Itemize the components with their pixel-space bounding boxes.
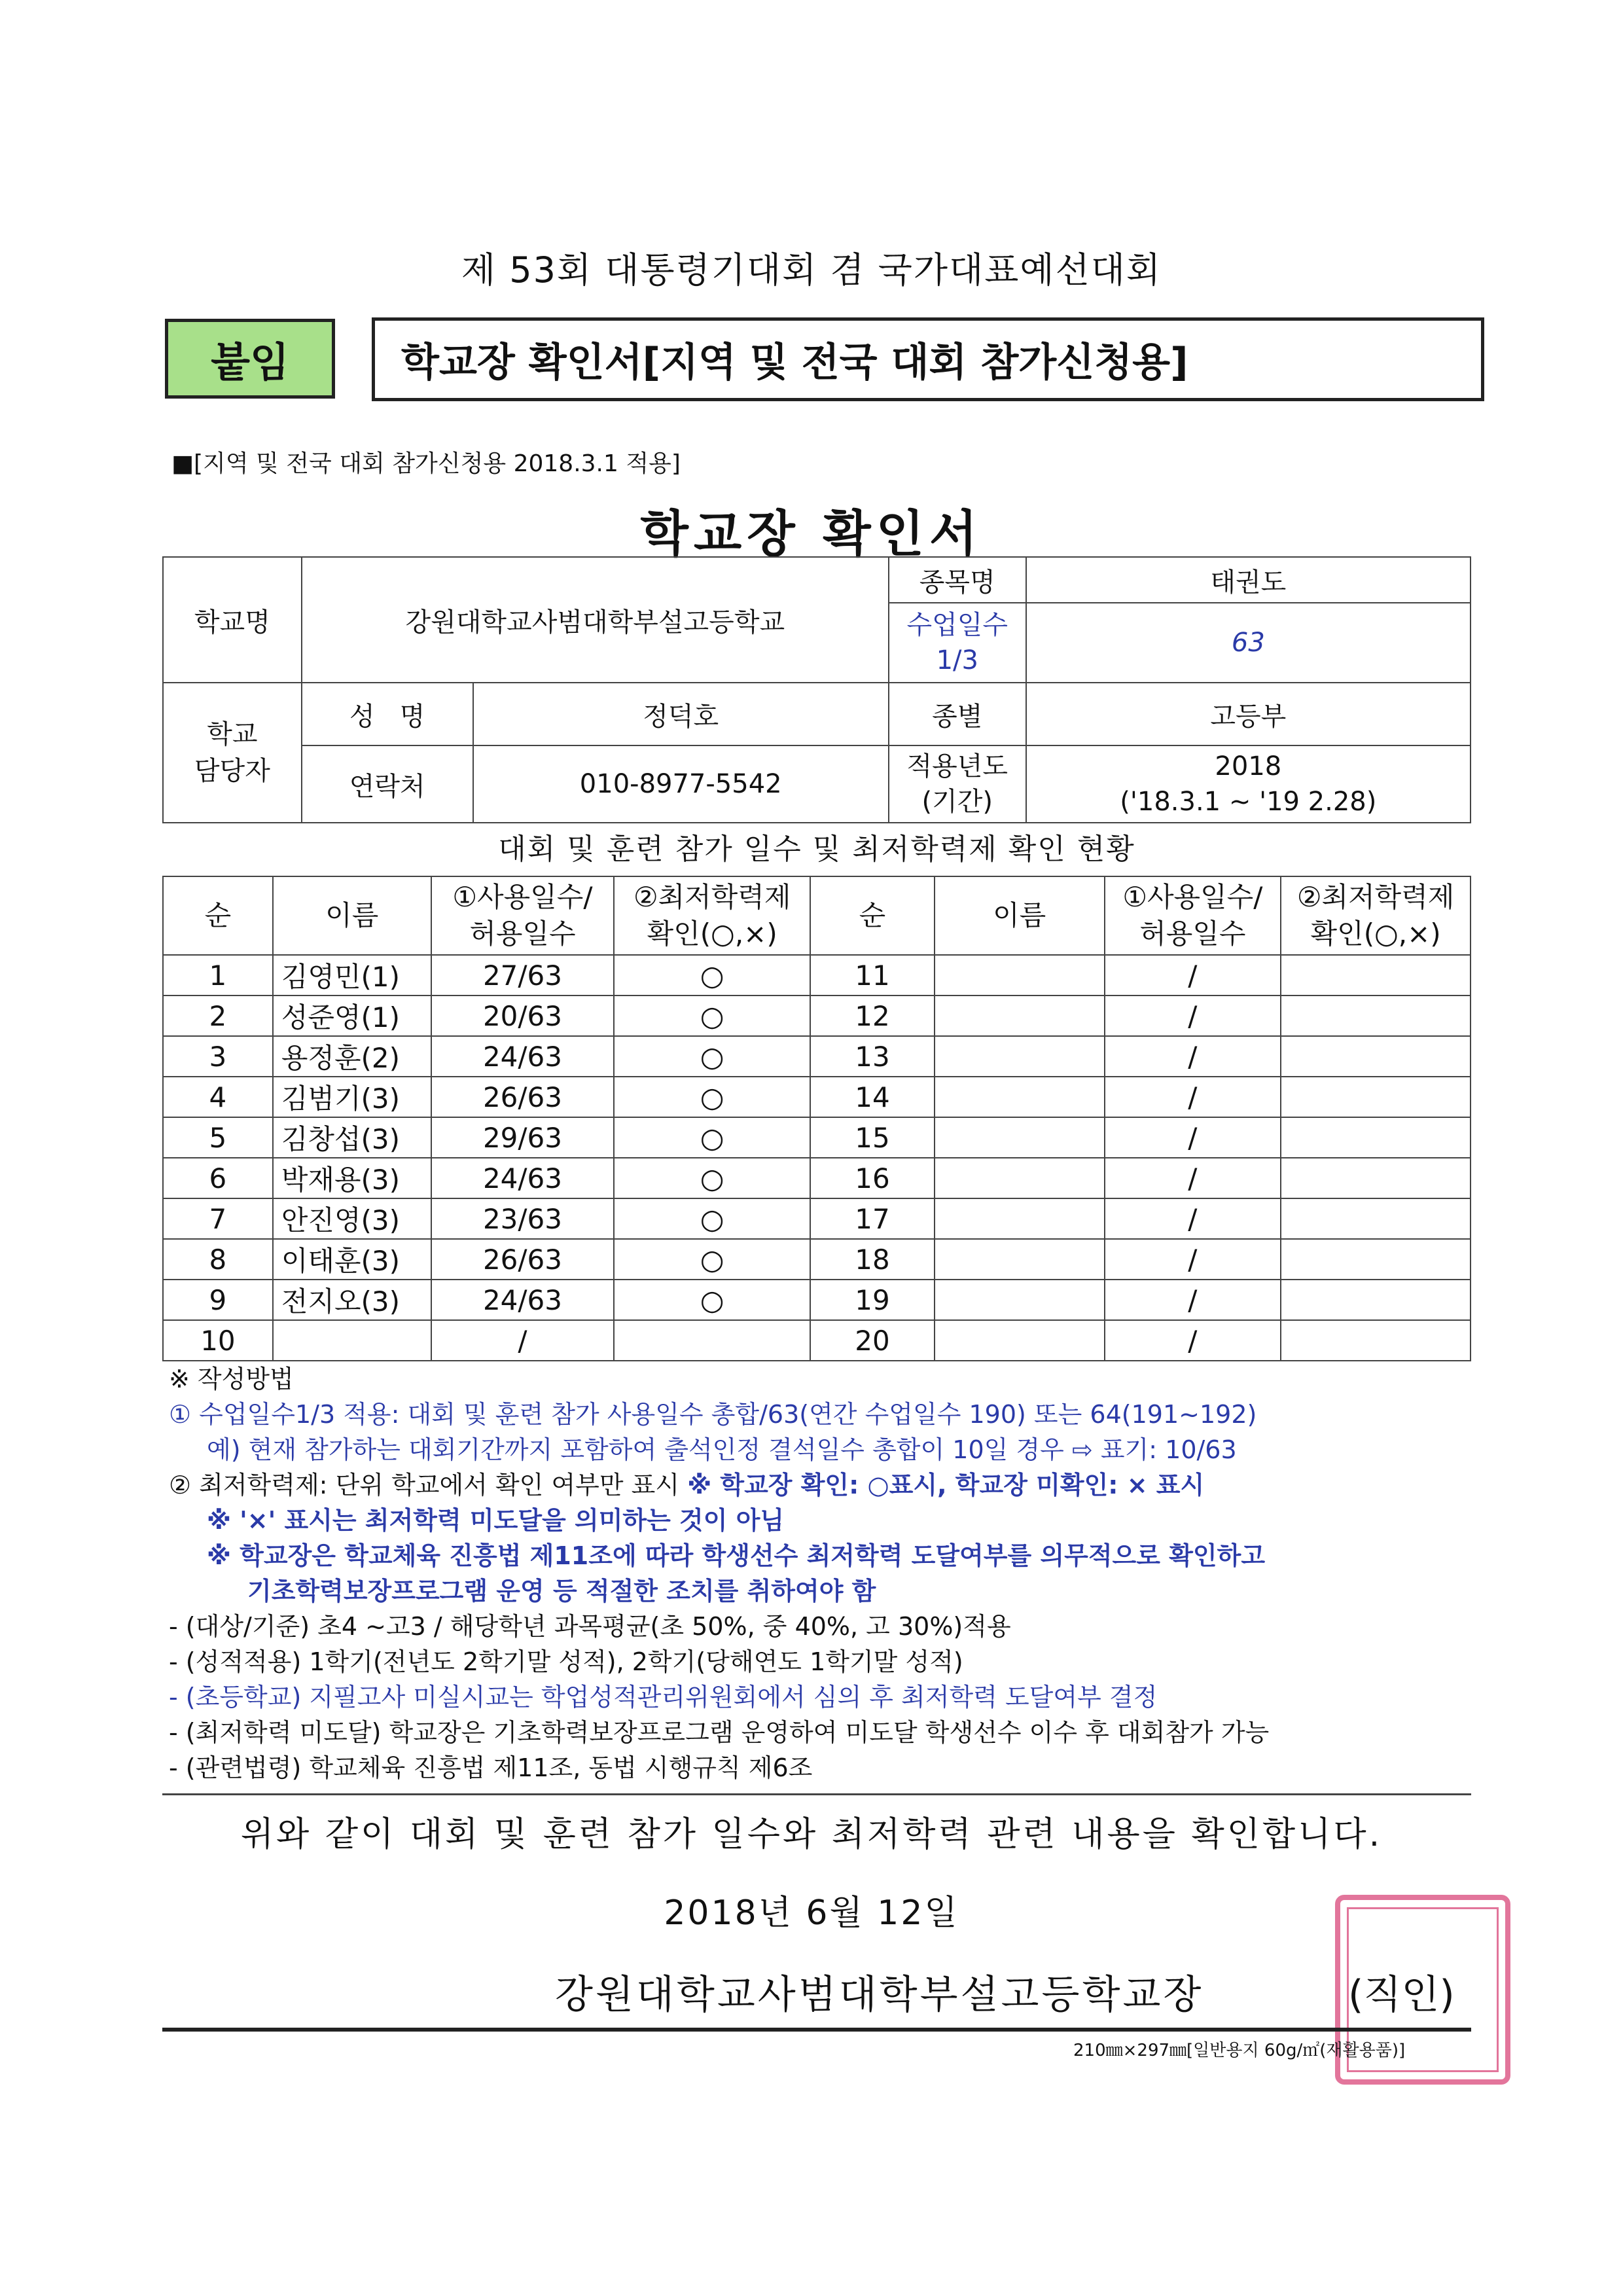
row-name-2	[935, 1239, 1105, 1280]
detail-3: - (초등학교) 지필고사 미실시교는 학업성적관리위원회에서 심의 후 최저학력 도달여부 결정	[169, 1683, 1158, 1712]
row-check-2	[1281, 1158, 1471, 1198]
detail-1: - (대상/기준) 초4 ~고3 / 해당학년 과목평균(초 50%, 중 40%, 고 30%)적용	[169, 1612, 1011, 1641]
row-days-2: /	[1105, 1320, 1281, 1361]
table-row	[163, 1239, 1471, 1280]
row-days-2: /	[1105, 1239, 1281, 1280]
row-no: 8	[163, 1239, 273, 1280]
detail-4: - (최저학력 미도달) 학교장은 기초학력보장프로그램 운영하여 미도달 학생선수 이수 후 대회참가 가능	[169, 1718, 1270, 1747]
table-row	[163, 1077, 1471, 1117]
manager-label-1: 학교	[207, 719, 258, 749]
row-days: 26/63	[431, 1239, 615, 1280]
year-value	[1026, 745, 1471, 823]
school-label: 학교명	[163, 557, 302, 683]
note-2	[169, 1467, 1478, 1503]
row-days-2: /	[1105, 996, 1281, 1036]
row-check-2	[1281, 1036, 1471, 1077]
manager-label	[163, 683, 302, 823]
principal-name: 강원대학교사범대학부설고등학교장	[555, 1972, 1204, 2018]
attach-heading: 학교장 확인서[지역 및 전국 대회 참가신청용]	[372, 317, 1484, 401]
event-title: 제 53회 대통령기대회 겸 국가대표예선대회	[461, 249, 1162, 291]
row-check-2	[1281, 1239, 1471, 1280]
table-row	[163, 955, 1471, 996]
table-row	[163, 1036, 1471, 1077]
row-days-2: /	[1105, 1117, 1281, 1158]
row-no-2: 15	[810, 1117, 935, 1158]
row-check: ○	[614, 1198, 810, 1239]
row-no-2: 17	[810, 1198, 935, 1239]
row-days: 24/63	[431, 1158, 615, 1198]
row-no-2: 18	[810, 1239, 935, 1280]
col-check-2: 확인(○,×)	[647, 918, 777, 950]
row-name: 전지오(3)	[273, 1280, 431, 1320]
row-name: 성준영(1)	[273, 996, 431, 1036]
school-value: 강원대학교사범대학부설고등학교	[302, 557, 889, 683]
note-2-suffix: ※ 학교장 확인: ○표시, 학교장 미확인: × 표시	[687, 1471, 1205, 1499]
row-check: ○	[614, 1117, 810, 1158]
year-value-2: ('18.3.1 ~ '19 2.28)	[1120, 787, 1377, 817]
event-label: 종목명	[889, 557, 1026, 603]
row-days-2: /	[1105, 1077, 1281, 1117]
row-check-2	[1281, 1198, 1471, 1239]
row-check: ○	[614, 1158, 810, 1198]
col-days-1: ①사용일수/	[452, 881, 593, 913]
col-days-b-2: 허용일수	[1139, 918, 1246, 950]
class-days-label-1: 수업일수	[906, 610, 1008, 640]
row-days-2: /	[1105, 1280, 1281, 1320]
row-name-2	[935, 1280, 1105, 1320]
row-days: 26/63	[431, 1077, 615, 1117]
subnote: ■[지역 및 전국 대회 참가신청용 2018.3.1 적용]	[171, 450, 681, 477]
row-days: /	[431, 1320, 615, 1361]
note-1a: ① 수업일수1/3 적용: 대회 및 훈련 참가 사용일수 총합/63(연간 수업일수 190) 또는 64(191~192)	[169, 1400, 1257, 1429]
note-3: ※ '×' 표시는 최저학력 미도달을 의미하는 것이 아님	[207, 1506, 785, 1535]
row-no: 10	[163, 1320, 273, 1361]
row-name: 안진영(3)	[273, 1198, 431, 1239]
row-no: 1	[163, 955, 273, 996]
detail-2: - (성적적용) 1학기(전년도 2학기말 성적), 2학기(당해연도 1학기말 성적)	[169, 1647, 963, 1676]
roster-section-title: 대회 및 훈련 참가 일수 및 최저학력제 확인 현황	[498, 833, 1135, 866]
row-name-2	[935, 955, 1105, 996]
table-row	[163, 1280, 1471, 1320]
date: 2018년 6월 12일	[664, 1893, 959, 1933]
row-days: 27/63	[431, 955, 615, 996]
row-name-2	[935, 1158, 1105, 1198]
row-no: 6	[163, 1158, 273, 1198]
row-check-2	[1281, 996, 1471, 1036]
row-name-2	[935, 1117, 1105, 1158]
event-value: 태권도	[1026, 557, 1471, 603]
col-days-b-1: ①사용일수/	[1122, 881, 1263, 913]
contact-value: 010-8977-5542	[473, 745, 889, 823]
name-value: 정덕호	[473, 683, 889, 745]
paper-note: 210㎜×297㎜[일반용지 60g/㎡(재활용품)]	[1073, 2041, 1406, 2060]
name-label: 성 명	[302, 683, 473, 745]
year-label	[889, 745, 1026, 823]
row-name-2	[935, 1320, 1105, 1361]
row-days-2: /	[1105, 955, 1281, 996]
row-name: 김영민(1)	[273, 955, 431, 996]
col-no-2: 순	[810, 876, 935, 955]
row-no: 7	[163, 1198, 273, 1239]
row-no-2: 13	[810, 1036, 935, 1077]
confirm-text: 위와 같이 대회 및 훈련 참가 일수와 최저학력 관련 내용을 확인합니다.	[240, 1815, 1383, 1854]
table-row	[163, 1158, 1471, 1198]
table-row	[163, 1198, 1471, 1239]
row-check: ○	[614, 1239, 810, 1280]
row-days-2: /	[1105, 1158, 1281, 1198]
row-no: 5	[163, 1117, 273, 1158]
row-check-2	[1281, 1280, 1471, 1320]
row-name: 이태훈(3)	[273, 1239, 431, 1280]
row-name: 김창섭(3)	[273, 1117, 431, 1158]
table-row	[163, 1117, 1471, 1158]
row-check-2	[1281, 1320, 1471, 1361]
row-check-2	[1281, 1117, 1471, 1158]
type-label: 종별	[889, 683, 1026, 745]
row-days: 24/63	[431, 1280, 615, 1320]
note-1b: 예) 현재 참가하는 대회기간까지 포함하여 출석인정 결석일수 총합이 10일 경우 ⇨ 표기: 10/63	[207, 1435, 1237, 1464]
row-check: ○	[614, 1036, 810, 1077]
seal-label: (직인)	[1348, 1972, 1455, 2018]
col-check-b-1: ②최저학력제	[1296, 881, 1455, 913]
year-label-1: 적용년도	[906, 751, 1008, 781]
col-name-2: 이름	[935, 876, 1105, 955]
manager-label-2: 담당자	[194, 756, 270, 786]
row-name: 박재용(3)	[273, 1158, 431, 1198]
note-4b: 기초학력보장프로그램 운영 등 적절한 조치를 취하여야 함	[247, 1577, 876, 1605]
col-check-b	[1281, 876, 1471, 955]
row-check: ○	[614, 996, 810, 1036]
table-row	[163, 1320, 1471, 1361]
row-check: ○	[614, 1077, 810, 1117]
class-days-value: 63	[1026, 603, 1471, 683]
row-no: 4	[163, 1077, 273, 1117]
table-row	[163, 996, 1471, 1036]
main-title: 학교장 확인서	[640, 505, 983, 563]
row-no-2: 14	[810, 1077, 935, 1117]
row-no: 9	[163, 1280, 273, 1320]
col-check-b-2: 확인(○,×)	[1310, 918, 1441, 950]
row-name: 용정훈(2)	[273, 1036, 431, 1077]
row-no-2: 19	[810, 1280, 935, 1320]
row-days: 23/63	[431, 1198, 615, 1239]
col-days-2: 허용일수	[469, 918, 576, 950]
row-no-2: 12	[810, 996, 935, 1036]
year-label-2: (기간)	[921, 787, 993, 817]
attach-label: 붙임	[165, 319, 335, 399]
notes-divider	[162, 1793, 1471, 1795]
bottom-rule	[162, 2028, 1471, 2032]
note-4a: ※ 학교장은 학교체육 진흥법 제11조에 따라 학생선수 최저학력 도달여부를 의무적으로 확인하고	[207, 1541, 1266, 1570]
contact-label: 연락처	[302, 745, 473, 823]
row-days: 20/63	[431, 996, 615, 1036]
note-2-prefix: ② 최저학력제: 단위 학교에서 확인 여부만 표시	[169, 1471, 680, 1499]
row-check-2	[1281, 1077, 1471, 1117]
row-no-2: 16	[810, 1158, 935, 1198]
row-check: ○	[614, 1280, 810, 1320]
type-value: 고등부	[1026, 683, 1471, 745]
row-days-2: /	[1105, 1036, 1281, 1077]
col-check	[614, 876, 810, 955]
notes-heading: ※ 작성방법	[169, 1365, 294, 1393]
row-check	[614, 1320, 810, 1361]
row-name-2	[935, 1036, 1105, 1077]
row-name	[273, 1320, 431, 1361]
notes	[169, 1361, 1478, 1785]
detail-5: - (관련법령) 학교체육 진흥법 제11조, 동법 시행규칙 제6조	[169, 1753, 813, 1782]
row-name-2	[935, 1077, 1105, 1117]
row-check-2	[1281, 955, 1471, 996]
roster-table	[162, 876, 1471, 1361]
row-days-2: /	[1105, 1198, 1281, 1239]
class-days-label	[889, 603, 1026, 683]
col-check-1: ②최저학력제	[633, 881, 791, 913]
row-no: 2	[163, 996, 273, 1036]
row-days: 24/63	[431, 1036, 615, 1077]
col-days	[431, 876, 615, 955]
row-name: 김범기(3)	[273, 1077, 431, 1117]
col-name: 이름	[273, 876, 431, 955]
info-table	[162, 556, 1471, 823]
class-days-label-2: 1/3	[936, 645, 978, 675]
row-check: ○	[614, 955, 810, 996]
row-days: 29/63	[431, 1117, 615, 1158]
year-value-1: 2018	[1215, 751, 1282, 781]
row-no: 3	[163, 1036, 273, 1077]
col-days-b	[1105, 876, 1281, 955]
row-no-2: 11	[810, 955, 935, 996]
col-no: 순	[163, 876, 273, 955]
row-name-2	[935, 1198, 1105, 1239]
row-name-2	[935, 996, 1105, 1036]
row-no-2: 20	[810, 1320, 935, 1361]
